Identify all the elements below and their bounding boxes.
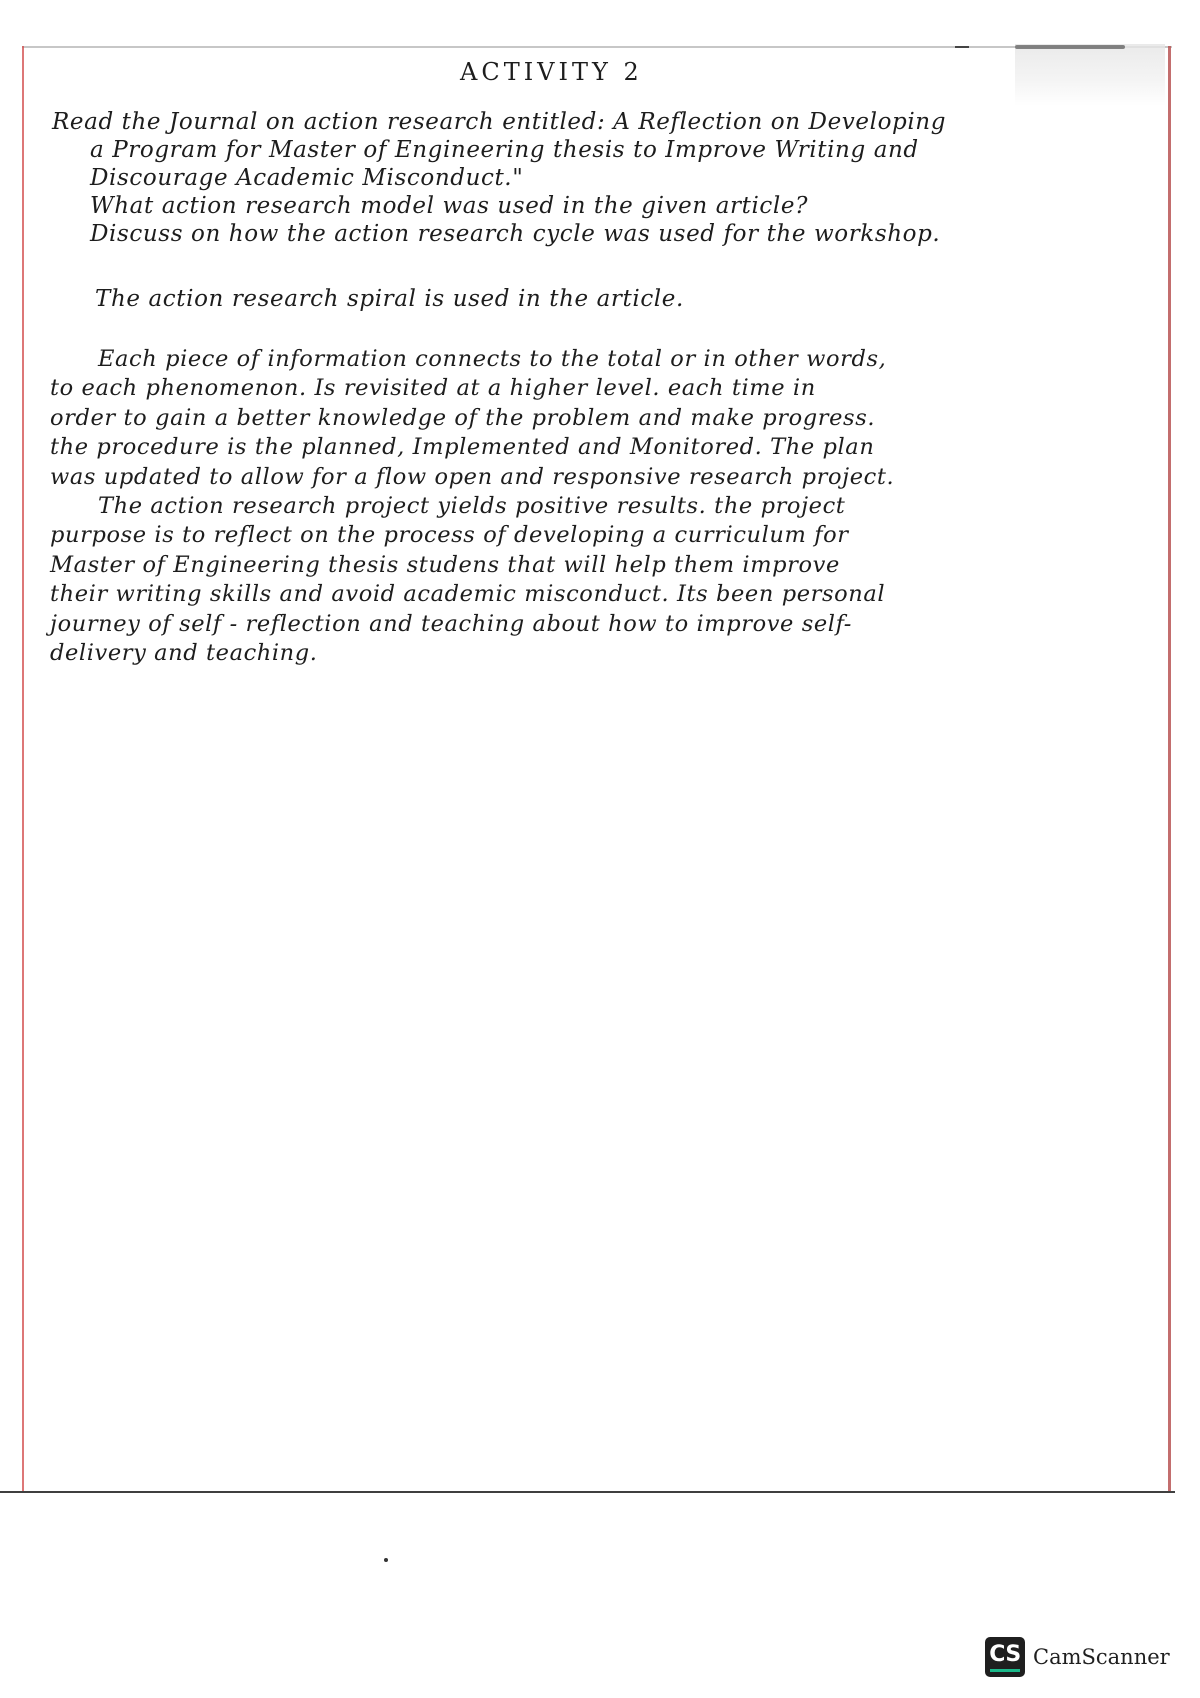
corner-pen-stroke — [1015, 45, 1125, 49]
paragraph-line: the procedure is the planned, Implemented and Monitored. The plan — [50, 434, 875, 461]
paragraph-line: to each phenomenon. Is revisited at a higher level. each time in — [50, 375, 816, 402]
answer-statement: The action research spiral is used in the article. — [95, 286, 684, 312]
bottom-rule-line — [0, 1491, 1175, 1493]
paragraph-line: The action research project yields positive results. the project — [98, 493, 846, 520]
paragraph-line: order to gain a better knowledge of the problem and make progress. — [50, 404, 876, 431]
left-margin-line — [22, 46, 24, 1493]
paragraph-line: delivery and teaching. — [50, 640, 318, 667]
corner-pen-mark — [955, 46, 969, 48]
paragraph-line: Master of Engineering thesis studens that will help them improve — [50, 551, 840, 578]
question-line: Read the Journal on action research entitled: A Reflection on Developing — [52, 109, 947, 135]
camscanner-name: CamScanner — [1033, 1645, 1170, 1669]
camscanner-logo-icon — [985, 1637, 1025, 1677]
paragraph-line: journey of self - reflection and teaching about how to improve self- — [50, 610, 852, 637]
scan-shadow — [1015, 44, 1165, 106]
camscanner-badge-text: CS — [989, 1641, 1021, 1667]
camscanner-badge-accent — [990, 1669, 1020, 1672]
question-line: a Program for Master of Engineering thesis to Improve Writing and — [90, 137, 919, 163]
question-line: Discuss on how the action research cycle was used for the workshop. — [90, 221, 941, 247]
paragraph-line: their writing skills and avoid academic misconduct. Its been personal — [50, 581, 886, 608]
question-line: What action research model was used in the given article? — [90, 193, 809, 219]
camscanner-watermark — [985, 1636, 1170, 1678]
paragraph-line: purpose is to reflect on the process of developing a curriculum for — [50, 522, 849, 549]
page-title: ACTIVITY 2 — [460, 58, 643, 86]
stray-dot — [384, 1558, 388, 1562]
right-margin-line — [1168, 46, 1171, 1493]
discussion-paragraph — [50, 345, 1155, 668]
top-rule-line — [22, 46, 1172, 48]
paragraph-line: Each piece of information connects to the total or in other words, — [98, 346, 887, 372]
question-block — [52, 108, 1152, 248]
paragraph-line: was updated to allow for a flow open and responsive research project. — [50, 463, 895, 490]
question-line: Discourage Academic Misconduct." — [90, 165, 524, 191]
